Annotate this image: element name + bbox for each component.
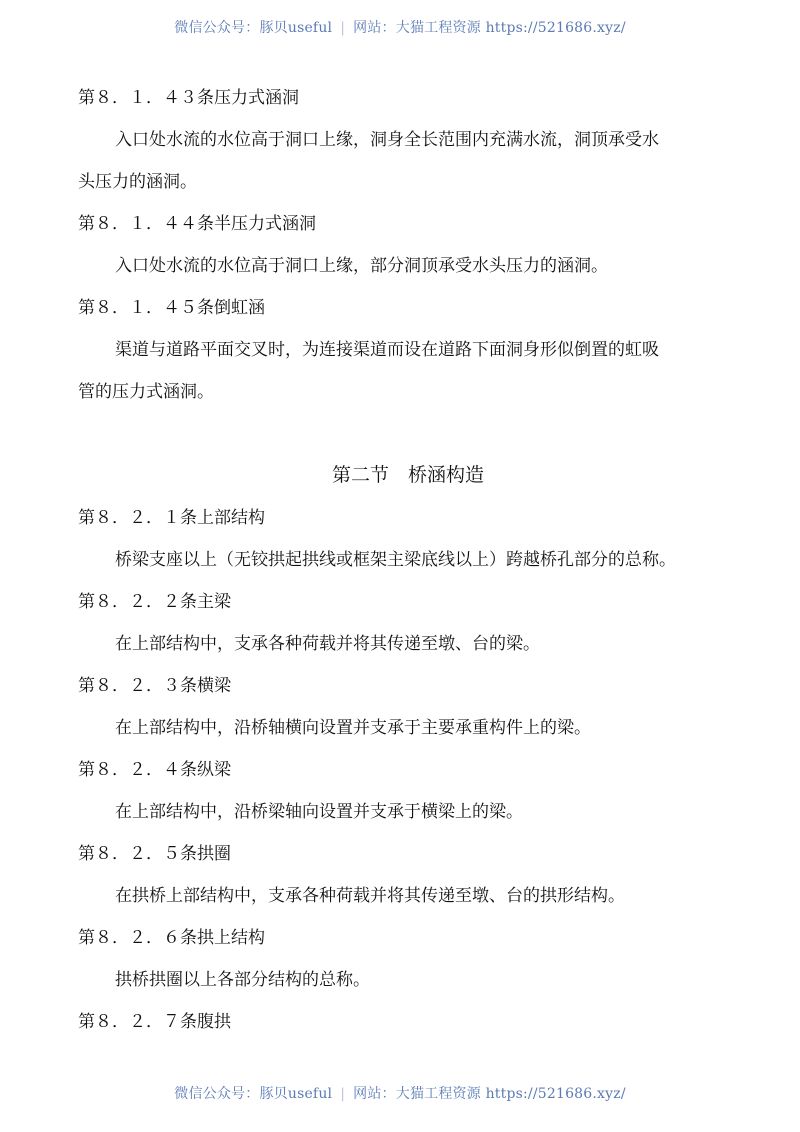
article-title: 第８．２．１条上部结构: [78, 508, 265, 528]
article-title: 第８．２．２条主梁: [78, 592, 231, 612]
article-title: 第８．２．６条拱上结构: [78, 928, 265, 948]
paragraph-continuation: 头压力的涵洞。: [78, 172, 197, 192]
article-title: 第８．１．４４条半压力式涵洞: [78, 214, 316, 234]
watermark-website: 网站：大猫工程资源 https://521686.xyz/: [353, 20, 626, 36]
watermark-separator: |: [340, 20, 346, 36]
paragraph-text: 在拱桥上部结构中，支承各种荷载并将其传递至墩、台的拱形结构。: [115, 886, 625, 906]
paragraph-continuation: 管的压力式涵洞。: [78, 382, 214, 402]
paragraph-text: 桥梁支座以上（无铰拱起拱线或框架主梁底线以上）跨越桥孔部分的总称。: [115, 550, 676, 570]
watermark-wechat: 微信公众号：豚贝useful: [174, 1086, 333, 1102]
article-title: 第８．２．３条横梁: [78, 676, 231, 696]
paragraph-text: 在上部结构中，沿桥轴横向设置并支承于主要承重构件上的梁。: [115, 718, 591, 738]
article-title: 第８．２．４条纵梁: [78, 760, 231, 780]
article-title: 第８．１．４３条压力式涵洞: [78, 88, 299, 108]
header-watermark: [0, 17, 800, 37]
paragraph-text: 入口处水流的水位高于洞口上缘，部分洞顶承受水头压力的涵洞。: [115, 256, 608, 276]
paragraph-text: 在上部结构中，沿桥梁轴向设置并支承于横梁上的梁。: [115, 802, 523, 822]
footer-watermark: [0, 1083, 800, 1103]
paragraph-text: 渠道与道路平面交叉时，为连接渠道而设在道路下面洞身形似倒置的虹吸: [115, 340, 659, 360]
watermark-separator: |: [340, 1086, 346, 1102]
paragraph-text: 拱桥拱圈以上各部分结构的总称。: [115, 970, 370, 990]
watermark-wechat: 微信公众号：豚贝useful: [174, 20, 333, 36]
article-title: 第８．２．７条腹拱: [78, 1012, 231, 1032]
paragraph-text: 在上部结构中，支承各种荷载并将其传递至墩、台的梁。: [115, 634, 540, 654]
watermark-website: 网站：大猫工程资源 https://521686.xyz/: [353, 1086, 626, 1102]
article-title: 第８．１．４５条倒虹涵: [78, 298, 265, 318]
section-heading: 第二节 桥涵构造: [331, 464, 484, 486]
paragraph-text: 入口处水流的水位高于洞口上缘，洞身全长范围内充满水流，洞顶承受水: [115, 130, 659, 150]
article-title: 第８．２．５条拱圈: [78, 844, 231, 864]
